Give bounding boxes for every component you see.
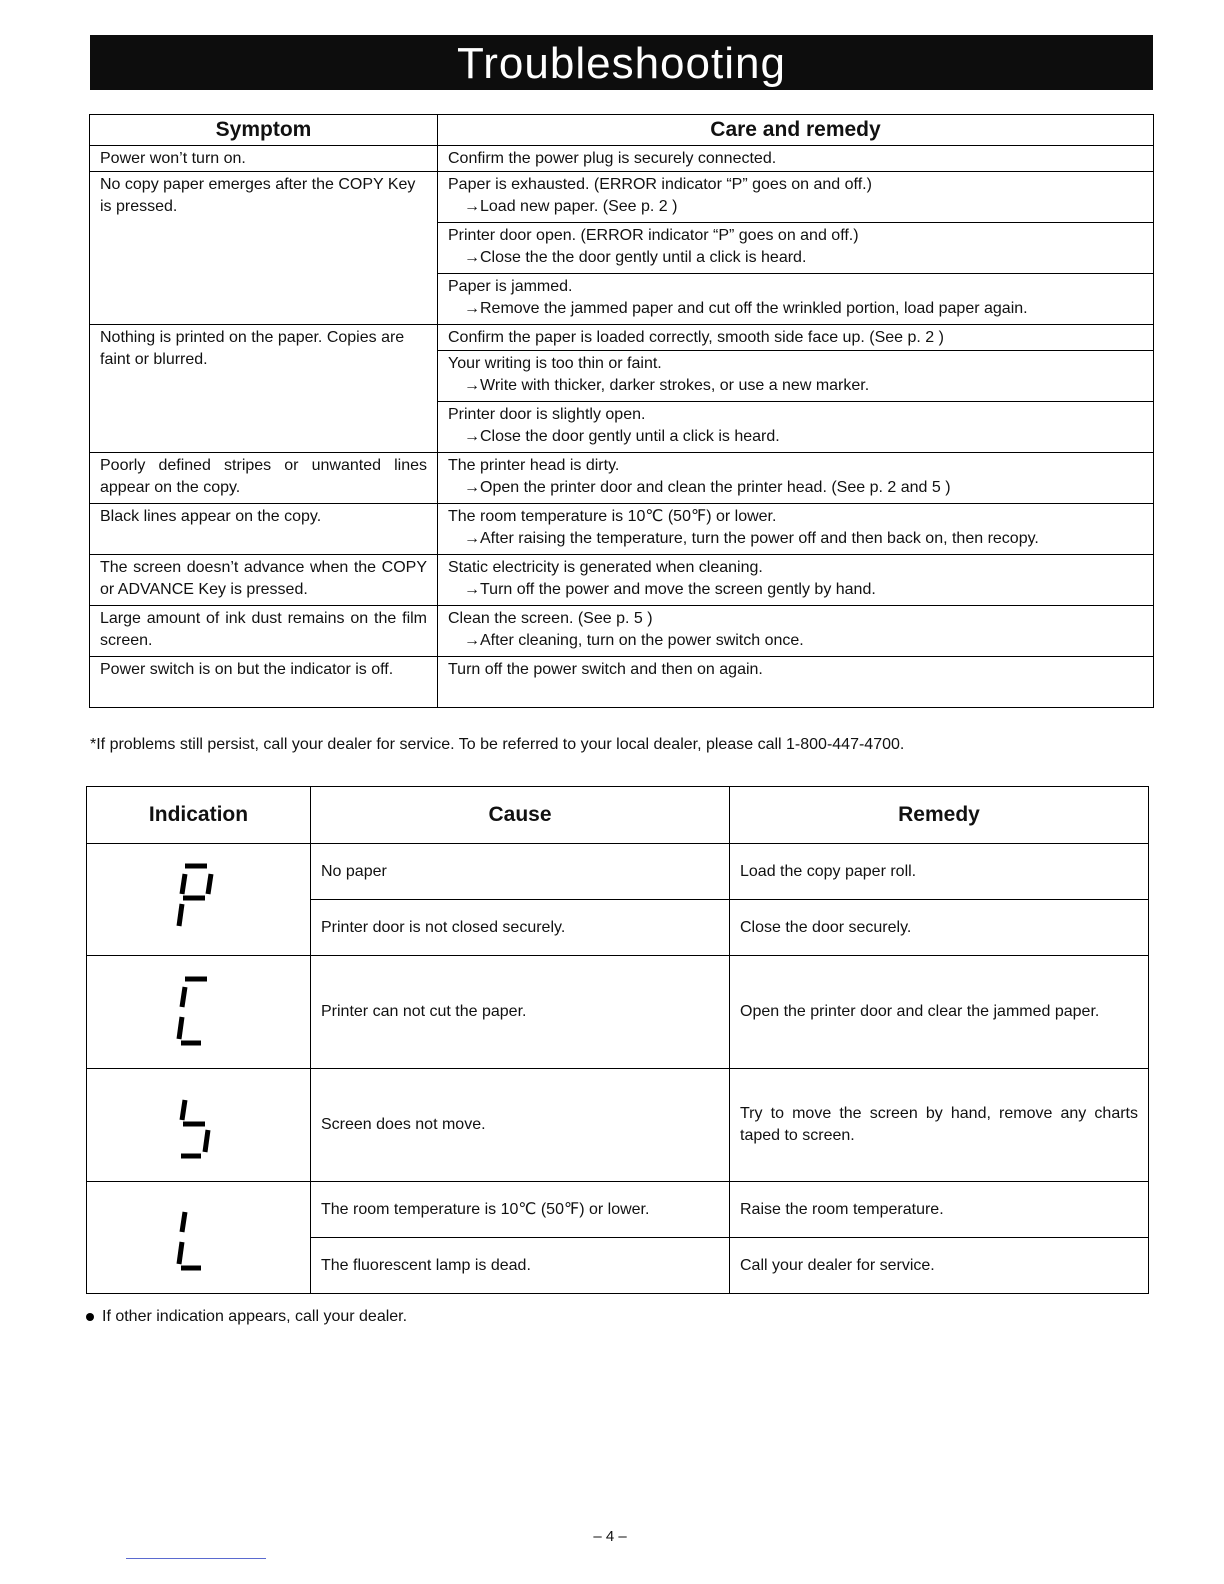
remedy-cause: Printer door is slightly open.: [448, 406, 646, 423]
dealer-note-text: If other indication appears, call your dealer.: [102, 1308, 408, 1325]
remedy-cause: Paper is exhausted. (ERROR indicator “P” goes on and off.): [448, 176, 872, 193]
remedy-cause: The printer head is dirty.: [448, 457, 620, 474]
remedy-cell: [438, 504, 1154, 555]
symptom-cell: Power switch is on but the indicator is off.: [90, 657, 438, 708]
cause-cell: The room temperature is 10℃ (50℉) or lower.: [311, 1182, 730, 1238]
remedy-cell: [438, 351, 1154, 402]
remedy-fix: →Remove the jammed paper and cut off the wrinkled portion, load paper again.: [464, 300, 1028, 317]
remedy-cause: Printer door open. (ERROR indicator “P” goes on and off.): [448, 227, 859, 244]
remedy-cell: Raise the room temperature.: [730, 1182, 1149, 1238]
cause-cell: Printer can not cut the paper.: [311, 956, 730, 1069]
remedy-cell: [438, 606, 1154, 657]
remedy-cell: Load the copy paper roll.: [730, 844, 1149, 900]
remedy-cell: [438, 325, 1154, 351]
cause-cell: No paper: [311, 844, 730, 900]
indicator-cell: [87, 956, 311, 1069]
remedy-cell: Call your dealer for service.: [730, 1238, 1149, 1294]
symptom-cell: No copy paper emerges after the COPY Key is pressed.: [90, 172, 438, 325]
remedy-fix: →Close the the door gently until a click is heard.: [464, 249, 807, 266]
remedy-fix: →Load new paper. (See p. 2 ): [464, 198, 678, 215]
indicator-cell: [87, 844, 311, 956]
remedy-cell: [438, 402, 1154, 453]
troubleshooting-table: [89, 114, 1154, 708]
remedy-fix: →Open the printer door and clean the printer head. (See p. 2 and 5 ): [464, 479, 951, 496]
remedy-cell: [438, 146, 1154, 172]
remedy-cell: [438, 274, 1154, 325]
cause-cell: Screen does not move.: [311, 1069, 730, 1182]
remedy-cell: [438, 223, 1154, 274]
remedy-cell: Open the printer door and clear the jammed paper.: [730, 956, 1149, 1069]
page-title: Troubleshooting: [90, 35, 1153, 90]
error-indicator-table: [86, 786, 1149, 1294]
cause-cell: The fluorescent lamp is dead.: [311, 1238, 730, 1294]
remedy-fix: →Close the door gently until a click is heard.: [464, 428, 780, 445]
indication-header: Indication: [87, 787, 311, 844]
remedy-cause: Paper is jammed.: [448, 278, 573, 295]
indicator-cell: [87, 1182, 311, 1294]
indicator-s-icon: [169, 1082, 229, 1162]
symptom-cell: The screen doesn’t advance when the COPY or ADVANCE Key is pressed.: [90, 555, 438, 606]
indicator-l-icon: [169, 1194, 229, 1274]
remedy-fix: →Turn off the power and move the screen gently by hand.: [464, 581, 876, 598]
cause-cell: Printer door is not closed securely.: [311, 900, 730, 956]
bullet-icon: [86, 1313, 94, 1321]
remedy-cell: Close the door securely.: [730, 900, 1149, 956]
remedy-cause: Confirm the power plug is securely connected.: [448, 150, 777, 167]
symptom-cell: Power won’t turn on.: [90, 146, 438, 172]
remedy-cell: [438, 172, 1154, 223]
indicator-c-icon: [169, 969, 229, 1049]
symptom-cell: Poorly defined stripes or unwanted lines appear on the copy.: [90, 453, 438, 504]
remedy-cell: [438, 453, 1154, 504]
symptom-cell: Black lines appear on the copy.: [90, 504, 438, 555]
remedy-cell: [438, 555, 1154, 606]
page-number: – 4 –: [593, 1528, 627, 1545]
indicator-p-icon: [169, 856, 229, 936]
remedy-fix: →Write with thicker, darker strokes, or use a new marker.: [464, 377, 870, 394]
remedy-cause: The room temperature is 10℃ (50℉) or lower.: [448, 508, 777, 525]
remedy-cause: Your writing is too thin or faint.: [448, 355, 662, 372]
remedy-cause: Confirm the paper is loaded correctly, smooth side face up. (See p. 2 ): [448, 329, 944, 346]
remedy-header: Remedy: [730, 787, 1149, 844]
remedy-fix: →After raising the temperature, turn the power off and then back on, then recopy.: [464, 530, 1039, 547]
remedy-cause: Turn off the power switch and then on again.: [448, 661, 763, 678]
remedy-cell: [438, 657, 1154, 708]
remedy-cause: Clean the screen. (See p. 5 ): [448, 610, 653, 627]
remedy-cause: Static electricity is generated when cleaning.: [448, 559, 763, 576]
service-note: *If problems still persist, call your dealer for service. To be referred to your local dealer, please call 1-800-447-4700.: [90, 736, 905, 753]
remedy-fix: →After cleaning, turn on the power switch once.: [464, 632, 804, 649]
symptom-cell: Nothing is printed on the paper. Copies are faint or blurred.: [90, 325, 438, 453]
remedy-cell: Try to move the screen by hand, remove any charts taped to screen.: [730, 1069, 1149, 1182]
dealer-note: [86, 1308, 407, 1326]
symptom-cell: Large amount of ink dust remains on the film screen.: [90, 606, 438, 657]
indicator-cell: [87, 1069, 311, 1182]
care-header: Care and remedy: [438, 115, 1154, 146]
cause-header: Cause: [311, 787, 730, 844]
divider: [126, 1558, 266, 1559]
symptom-header: Symptom: [90, 115, 438, 146]
